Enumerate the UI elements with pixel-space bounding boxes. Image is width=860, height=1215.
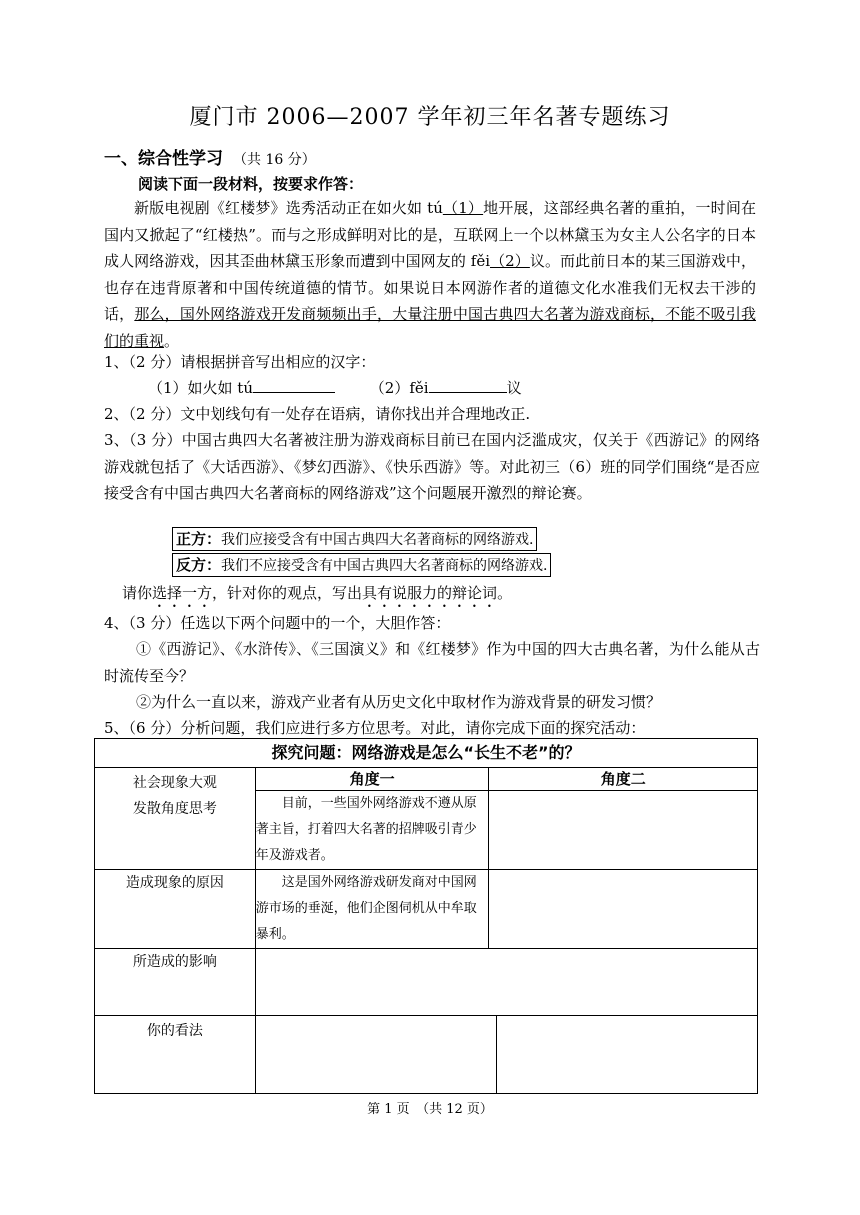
inquiry-table [94,738,758,1094]
blank-2: （2） [490,252,530,270]
instruction: 阅读下面一段材料，按要求作答： [138,175,364,193]
answer-1-label: （1）如火如 tú [148,379,254,397]
passage-end: 。 [164,331,180,350]
cell-phenomenon-angle-1: 目前，一些国外网络游戏不遵从原著主旨，打着四大名著的招牌吸引青少年及游戏者。 [255,791,489,870]
column-header-angle-1: 角度一 [255,768,489,791]
section-title: 一、综合性学习 [104,149,223,169]
con-label: 反方： [176,556,222,574]
page-title: 厦门市 2006—2007 学年初三年名著专题练习 [189,105,671,130]
section-points: （共 16 分） [233,152,316,168]
pro-label: 正方： [176,530,222,548]
cell-opinion-1[interactable] [255,1016,497,1094]
row-label-phenomenon [95,768,256,870]
answer-2-label: （2）fěi [369,379,429,397]
underlined-sentence: 那么，国外网络游戏开发商频频出手，大量注册中国古典四大名著为游戏商标，不能不吸引我们的重视 [104,305,756,350]
passage-text-2: 地开展，这部经典名著的重拍，一时间在国内又掀起了“红楼热”。而与之形成鲜明对比的是，互联网上一个以林黛玉为女主人公名字的日本成人网络游戏，因其歪曲林黛玉形象而遭到中国网友的 fěi [104,199,756,270]
page-footer: 第 1 页 （共 12 页） [367,1102,493,1117]
prompt-end: 。 [497,584,513,602]
row-label-opinion: 你的看法 [95,1016,256,1094]
con-side-box [172,553,551,577]
table-header: 探究问题：网络游戏是怎么“长生不老”的？ [95,739,758,768]
pro-side-box [172,527,537,551]
prompt-emphasis-2: 具有说服力的辩论词 [362,584,498,602]
passage-text-3: 议。而此前日本的某三国游戏中，也存在违背原著和中国传统道德的情节。如果说日本网游作者的道德文化水准我们无权去干涉的话， [104,252,756,323]
prompt-mid: ，针对你的观点，写出 [212,584,363,602]
answer-2-line[interactable] [429,376,507,393]
column-header-angle-2: 角度二 [489,768,758,791]
blank-1: （1） [442,199,484,217]
con-text: 我们不应接受含有中国古典四大名著商标的网络游戏. [221,558,548,574]
question-2: 2、（2 分）文中划线句有一处存在语病，请你找出并合理地改正. [104,405,531,423]
question-1: 1、（2 分）请根据拼音写出相应的汉字： [104,353,376,371]
cell-opinion-2[interactable] [497,1016,758,1094]
row-label-cause: 造成现象的原因 [95,870,256,949]
question-4: 4、（3 分）任选以下两个问题中的一个，大胆作答： [104,614,451,632]
question-5: 5、（6 分）分析问题，我们应进行多方位思考。对此，请你完成下面的探究活动： [104,719,646,737]
reading-passage [104,195,756,354]
question-4-option-1: ①《西游记》、《水浒传》、《三国演义》和《红楼梦》作为中国的四大古典名著，为什么能从古时流传至今？ [104,640,760,685]
row-label-impact: 所造成的影响 [95,949,256,1016]
pro-text: 我们应接受含有中国古典四大名著商标的网络游戏. [221,532,534,548]
answer-1-line[interactable] [253,376,335,393]
cell-impact[interactable] [255,949,757,1016]
prompt-pre: 请你 [122,584,153,602]
answer-2-suffix: 议 [506,379,522,397]
cell-cause-angle-1: 这是国外网络游戏研发商对中国网游市场的垂涎，他们企图伺机从中牟取暴利。 [255,870,489,949]
question-3: 3、（3 分）中国古典四大名著被注册为游戏商标目前已在国内泛滥成灾，仅关于《西游记》的网络游戏就包括了《大话西游》、《梦幻西游》、《快乐西游》等。对此初三（6）班的同学们围绕“是否应接受含有中国古典四大名著商标的网络游戏”这个问题展开激烈的辩论赛。 [104,431,760,502]
row-label-phenomenon-line2: 发散角度思考 [132,801,217,817]
question-4-option-2: ②为什么一直以来，游戏产业者有从历史文化中取材作为游戏背景的研发习惯？ [136,693,662,711]
section-heading [104,144,316,169]
question-3-prompt [122,580,782,611]
cell-phenomenon-angle-2[interactable] [489,791,758,870]
passage-text-1: 新版电视剧《红楼梦》选秀活动正在如火如 tú [134,199,443,217]
row-label-phenomenon-line1: 社会现象大观 [132,775,217,791]
cell-cause-angle-2[interactable] [489,870,758,949]
prompt-emphasis-1: 选择一方 [152,584,213,602]
question-1-answers [148,375,808,402]
